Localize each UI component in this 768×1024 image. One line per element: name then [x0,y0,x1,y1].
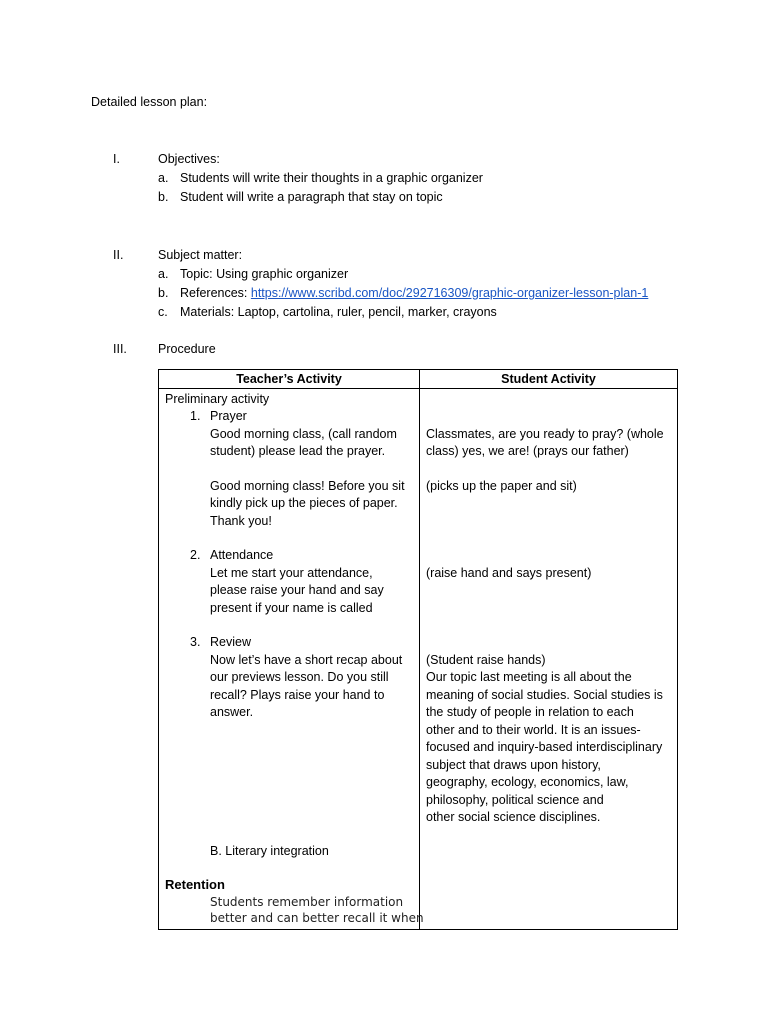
objective-item-a: Students will write their thoughts in a graphic organizer [180,171,483,185]
attendance-number: 2. [190,548,201,562]
objective-letter-a: a. [158,171,169,185]
header-teacher-activity: Teacher’s Activity [159,370,420,389]
document-title: Detailed lesson plan: [91,95,208,109]
attendance-title: Attendance [210,548,274,562]
section-numeral-objectives: I. [113,152,120,166]
student-attendance: (raise hand and says present) [426,566,592,580]
retention-line-2: better and can better recall it when [210,911,424,925]
student-review-line-8: geography, ecology, economics, law, [426,775,629,789]
student-review-line-5: other and to their world. It is an issues- [426,723,641,737]
greeting-line-2: kindly pick up the pieces of paper. [210,496,398,510]
student-prayer-line-2: class) yes, we are! (prays our father) [426,444,629,458]
student-review-line-1: (Student raise hands) [426,653,546,667]
procedure-table [158,369,678,930]
greeting-line-1: Good morning class! Before you sit [210,479,405,493]
review-number: 3. [190,635,201,649]
student-prayer-line-1: Classmates, are you ready to pray? (whole [426,427,664,441]
references-label: References: [180,286,251,300]
student-review-line-2: Our topic last meeting is all about the [426,670,632,684]
subject-letter-a: a. [158,267,169,281]
student-review-line-3: meaning of social studies. Social studies is [426,688,663,702]
review-title: Review [210,635,251,649]
student-greeting: (picks up the paper and sit) [426,479,577,493]
student-review-line-7: subject that draws upon history, [426,758,601,772]
section-numeral-procedure: III. [113,342,127,356]
subject-item-references [180,285,648,302]
subject-letter-c: c. [158,305,168,319]
review-line-2: our previews lesson. Do you still [210,670,389,684]
table-body-row [159,389,678,930]
review-line-4: answer. [210,705,254,719]
student-review-line-9: philosophy, political science and [426,793,604,807]
retention-line-1: Students remember information [210,895,404,909]
prayer-line-2: student) please lead the prayer. [210,444,386,458]
objective-letter-b: b. [158,190,169,204]
section-numeral-subject: II. [113,248,124,262]
references-link[interactable]: https://www.scribd.com/doc/292716309/graphic-organizer-lesson-plan-1 [250,286,649,300]
section-heading-procedure: Procedure [158,342,216,356]
prayer-number: 1. [190,409,201,423]
student-review-line-4: the study of people in relation to each [426,705,634,719]
attendance-line-3: present if your name is called [210,601,373,615]
preliminary-activity-label: Preliminary activity [165,392,270,406]
section-heading-subject: Subject matter: [158,248,243,262]
attendance-line-1: Let me start your attendance, [210,566,373,580]
prayer-line-1: Good morning class, (call random [210,427,397,441]
student-review-line-10: other social science disciplines. [426,810,601,824]
section-heading-objectives: Objectives: [158,152,220,166]
greeting-line-3: Thank you! [210,514,272,528]
table-header-row [159,370,678,389]
student-activity-cell [420,389,678,930]
header-student-activity: Student Activity [420,370,678,389]
attendance-line-2: please raise your hand and say [210,583,384,597]
subject-letter-b: b. [158,286,169,300]
subject-item-topic: Topic: Using graphic organizer [180,267,349,281]
student-review-line-6: focused and inquiry-based interdisciplinary [426,740,663,754]
review-line-1: Now let’s have a short recap about [210,653,403,667]
prayer-title: Prayer [210,409,247,423]
literary-integration: B. Literary integration [210,844,329,858]
subject-item-materials: Materials: Laptop, cartolina, ruler, pencil, marker, crayons [180,305,497,319]
retention-heading: Retention [165,877,225,892]
teacher-activity-cell [159,389,424,930]
review-line-3: recall? Plays raise your hand to [210,688,385,702]
objective-item-b: Student will write a paragraph that stay on topic [180,190,443,204]
